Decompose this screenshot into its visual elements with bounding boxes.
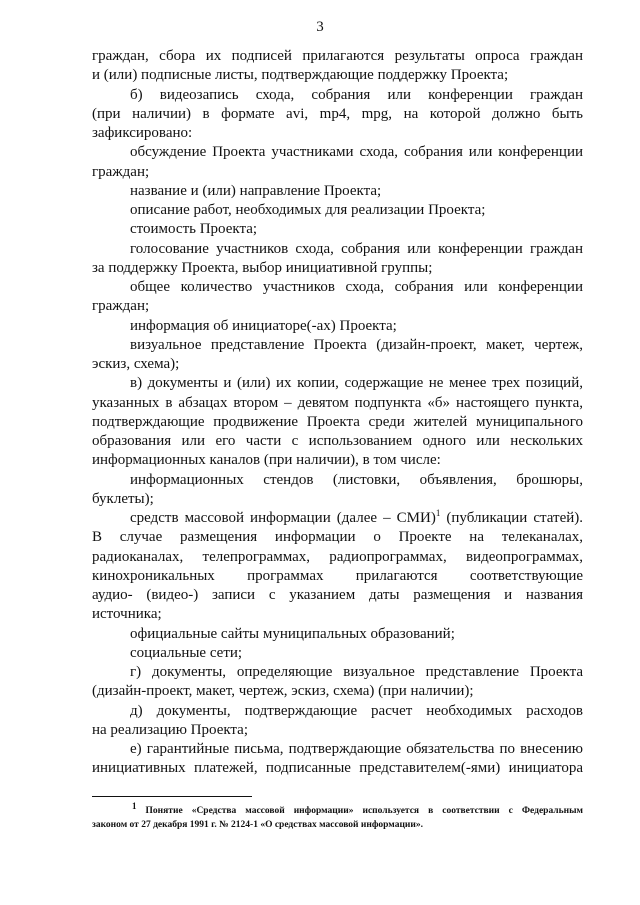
text-line: название и (или) направление Проекта; [130, 182, 382, 199]
text-line: обсуждение Проекта участниками схода, собрания или конференции [130, 144, 583, 161]
document-body [92, 47, 583, 779]
text-line: е) гарантийные письма, подтверждающие обязательства по внесению [130, 741, 583, 757]
text-line: радиоканалах, телепрограммах, радиопрограммах, видеопрограммах, [92, 548, 583, 565]
footnote-mark: 1 [132, 800, 137, 811]
text-line: описание работ, необходимых для реализации Проекта; [130, 202, 486, 218]
footnote-line: $^1$ Понятие «Средства массовой информации» используется в соответствии с Федеральным [132, 800, 584, 816]
text-line: инициативных платежей, подписанные представителем(-ями) инициатора [92, 760, 583, 777]
text-line: д) документы, подтверждающие расчет необходимых расходов [130, 702, 583, 719]
text-line: социальные сети; [130, 644, 243, 661]
text-line: голосование участников схода, собрания или конференции граждан [130, 240, 583, 257]
text-line: общее количество участников схода, собрания или конференции [130, 279, 583, 295]
text-line: зафиксировано: [92, 125, 193, 141]
text-line: эскиз, схема); [92, 356, 180, 372]
text-line: источника; [92, 606, 162, 623]
text-line: визуальное представление Проекта (дизайн-проект, макет, чертеж, [130, 336, 583, 353]
text-line: аудио- (видео-) записи с указанием даты размещения и названия [92, 587, 583, 603]
text-line: официальные сайты муниципальных образований; [130, 625, 455, 642]
footnote [92, 800, 584, 832]
footnote-divider [92, 796, 252, 797]
text-line: кинохроникальных программах прилагаются соответствующие [92, 567, 583, 584]
text-line: б) видеозапись схода, собрания или конференции граждан [130, 86, 583, 103]
text-line: образования или его части с использованием одного или нескольких [92, 433, 583, 449]
text-line: (дизайн-проект, макет, чертеж, эскиз, схема) (при наличии); [92, 683, 474, 700]
page-number: 3 [316, 19, 324, 35]
text-line: в) документы и (или) их копии, содержащие не менее трех позиций, [130, 375, 583, 392]
text-line: г) документы, определяющие визуальное представление Проекта [130, 664, 583, 680]
footnote-line: законом от 27 декабря 1991 г. № 2124-1 «О средствах массовой информации». [92, 819, 424, 830]
text-line: подтверждающие продвижение Проекта среди жителей муниципального [92, 413, 583, 430]
text-line: за поддержку Проекта, выбор инициативной группы; [92, 259, 433, 276]
text-line: и (или) подписные листы, подтверждающие поддержку Проекта; [92, 67, 509, 84]
footnote-reference: 1 [435, 508, 441, 518]
text-line: информация об инициаторе(-ах) Проекта; [130, 317, 397, 334]
text-line: (при наличии) в формате avi, mp4, mpg, на которой должно быть [92, 105, 583, 122]
text-line: стоимость Проекта; [130, 221, 258, 238]
text-line: на реализацию Проекта; [92, 721, 248, 738]
text-line: информационных стендов (листовки, объявления, брошюры, [130, 471, 583, 488]
text-line: граждан; [92, 163, 150, 180]
text-line: В случае размещения информации о Проекте на телеканалах, [92, 529, 583, 546]
text-line: буклеты); [92, 490, 154, 507]
text-line: указанных в абзацах втором – девятом подпункта «б» настоящего пункта, [92, 394, 583, 411]
text-line: граждан, сбора их подписей прилагаются результаты опроса граждан [92, 48, 583, 64]
text-line: средств массовой информации (далее – СМИ)$^1$ (публикации статей). [130, 508, 584, 526]
text-line: граждан; [92, 298, 150, 315]
text-line: информационных каналов (при наличии), в том числе: [92, 452, 441, 469]
